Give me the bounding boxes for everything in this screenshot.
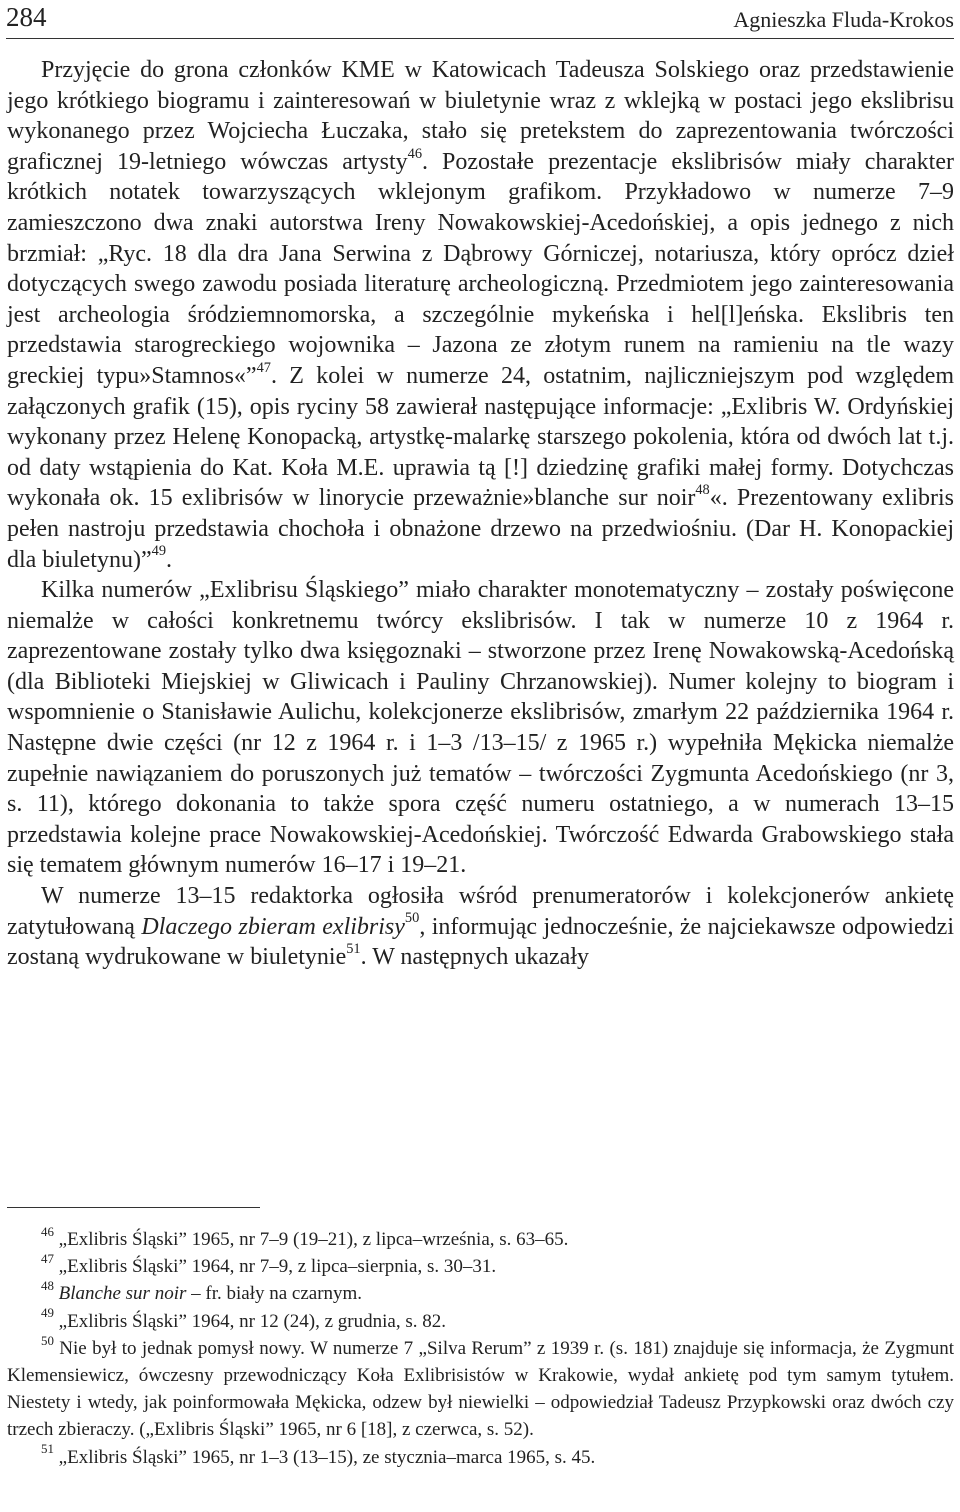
page-number: 284 — [6, 2, 47, 32]
footnote-46 — [7, 1223, 954, 1253]
footnote-separator — [7, 1207, 260, 1208]
footnote-ref-48[interactable]: 48 — [695, 482, 710, 499]
footnote-number: 51 — [41, 1441, 54, 1457]
footnote-48 — [7, 1280, 954, 1307]
running-head-author: Agnieszka Fluda-Krokos — [733, 7, 954, 32]
footnote-text: Nie był to jednak pomysł nowy. W numerze 7 „Silva Rerum” z 1939 r. (s. 181) znajduje się informacja, że Zygmunt Klemensiewicz, ówczesny przewodniczący Koła Exlibrisistów w Krakowie, wydał ankietę pod tym samym tytułem. Niestety i wtedy, jak poinformowała Mękicka, odzew był niewielki – odpowiedział Tadeusz Przypkowski oraz dwóch czy trzech zbieraczy. („Exlibris Śląski” 1965, nr 6 [18], z czerwca, s. 52). — [7, 1337, 955, 1441]
survey-title: Dlaczego zbieram exlibrisy — [141, 913, 405, 940]
paragraph-1 — [7, 55, 954, 575]
footnote-ref-50[interactable]: 50 — [404, 910, 420, 927]
footnote-italic-term: Blanche sur noir — [58, 1283, 187, 1305]
paragraph-2: Kilka numerów „Exlibrisu Śląskiego” miało charakter monotematyczny – zostały poświęcone niemalże w całości konkretnemu twórcy ekslibrisów. I tak w numerze 10 z 1964 r. zaprezentowane zostały tylko dwa księgoznaki – stworzone przez Irenę Nowakowską-Acedońską (dla Biblioteki Miejskiej w Gliwicach i Pauliny Chrzanowskiej). Numer kolejny to biogram i wspomnienie o Stanisławie Aulichu, kolekcjonerze ekslibrisów, zmarłym 22 października 1964 r. Następne dwie części (nr 12 z 1964 r. i 1–3 /13–15/ z 1965 r.) wypełniła Mękicka niemalże zupełnie nawiązaniem do poruszonych już tematów – twórczości Zygmunta Acedońskiego (nr 3, s. 11), którego dokonania to także spora część numeru ostatniego, a w numerach 13–15 przedstawia kolejne prace Nowakowskiej-Acedońskiej. Twórczość Edwarda Grabowskiego stała się tematem głównym numerów 16–17 i 19–21. — [7, 577, 954, 879]
text-run: . Pozostałe prezentacje ekslibrisów miały charakter krótkich notatek towarzyszących wklejonym grafikom. Przykładowo w numerze 7–9 zamieszczono dwa znaki autorstwa Ireny Nowakowskiej-Acedońskiej, a opis jednego z nich brzmiał: „Ryc. 18 dla dra Jana Serwina z Dąbrowy Górniczej, notariusza, który oprócz dzieł dotyczących swego zawodu posiada literaturę archeologiczną. Przedmiotem jego zainteresowania jest archeologia śródziemnomorska, a szczególnie mykeńska i hel[l]eńska. Ekslibris ten przedstawia starogreckiego wojownika – Jazona ze złotym runem na ramieniu na tle wazy greckiej typu»Stamnos«” — [7, 148, 954, 389]
footnote-number: 47 — [41, 1250, 54, 1266]
footnote-text: „Exlibris Śląski” 1965, nr 1–3 (13–15), ze stycznia–marca 1965, s. 45. — [58, 1446, 596, 1468]
footnote-ref-46[interactable]: 46 — [407, 145, 423, 162]
body-text — [7, 55, 954, 973]
footnote-text: – fr. biały na czarnym. — [186, 1283, 363, 1305]
running-header — [6, 0, 954, 39]
text-run: , informując jednocześnie, że najciekawsze odpowiedzi zostaną wydrukowane w biuletynie — [7, 913, 954, 971]
footnote-47 — [7, 1250, 954, 1280]
text-run: Przyjęcie do grona członków KME w Katowicach Tadeusza Solskiego oraz przedstawienie jego krótkiego biogramu i zainteresowań w biuletynie wraz z wklejką w postaci jego ekslibrisu wykonanego przez Wojciecha Łuczaka, stało się pretekstem do zaprezentowania twórczości graficznej 19-letniego wówczas artysty — [7, 57, 954, 175]
footnote-number: 49 — [41, 1305, 54, 1321]
text-run: «. Prezentowany exlibris pełen nastroju przedstawia chochoła i obnażone drzewo na przedwiośniu. (Dar H. Konopackiej dla biuletynu)” — [7, 485, 954, 573]
footnote-51 — [7, 1441, 954, 1471]
footnote-ref-49[interactable]: 49 — [151, 543, 167, 560]
footnotes — [7, 1223, 955, 1471]
footnote-number: 50 — [41, 1332, 54, 1348]
footnote-ref-47[interactable]: 47 — [256, 359, 271, 376]
footnote-text: „Exlibris Śląski” 1964, nr 7–9, z lipca–sierpnia, s. 30–31. — [58, 1256, 497, 1278]
paragraph-3 — [7, 881, 954, 973]
text-run: . W następnych ukazały — [360, 944, 589, 971]
text-run: . — [166, 546, 173, 573]
footnote-text: „Exlibris Śląski” 1964, nr 12 (24), z grudnia, s. 82. — [58, 1310, 446, 1332]
text-run: . Z kolei w numerze 24, ostatnim, najliczniejszym pod względem załączonych grafik (15), opis ryciny 58 zawierał następujące informacje: „Exlibris W. Ordyńskiej wykonany przez Helenę Konopacką, artystkę-malarkę starszego pokolenia, która od dwóch lat t.j. od daty wstąpienia do Kat. Koła M.E. uprawia tą [!] dziedzinę grafiki małej formy. Dotychczas wykonała ok. 15 exlibrisów w linorycie przeważnie»blanche sur noir — [7, 362, 955, 512]
text-run: W numerze 13–15 redaktorka ogłosiła wśród prenumeratorów i kolekcjonerów ankietę zatytułowaną — [7, 883, 954, 940]
footnote-number: 46 — [41, 1223, 54, 1239]
footnote-text: „Exlibris Śląski” 1965, nr 7–9 (19–21), z lipca–września, s. 63–65. — [58, 1229, 569, 1250]
footnote-50 — [7, 1332, 955, 1444]
footnote-ref-51[interactable]: 51 — [346, 941, 361, 958]
footnote-number: 48 — [41, 1278, 54, 1294]
footnote-49 — [7, 1305, 954, 1335]
